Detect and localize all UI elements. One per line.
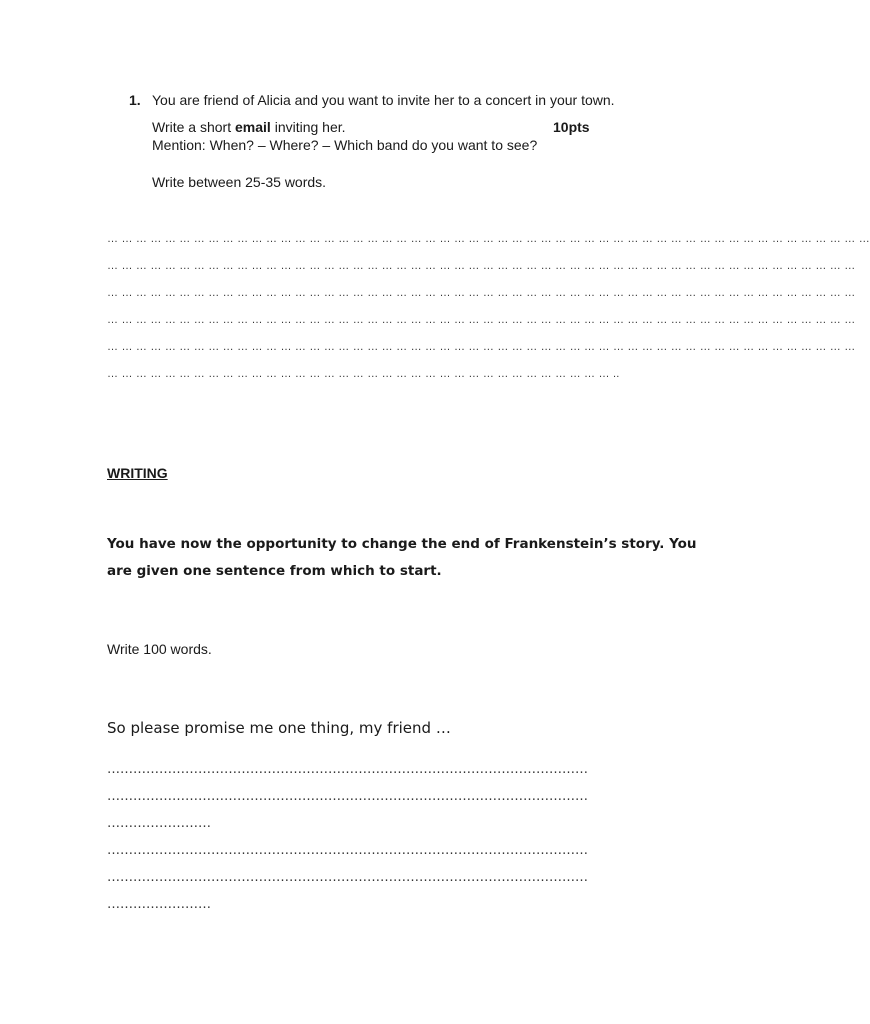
instruction-bold-email: email (235, 119, 271, 135)
starter-sentence: So please promise me one thing, my friend … (107, 719, 451, 737)
answer-line[interactable]: ………………………………………………………………………………………………… (107, 870, 588, 885)
answer-line[interactable]: … … … … … … … … … … … … … … … … … … … … … … … … … … … … … … … … … … … … … … … … … … … … … … … … … … … … … (107, 233, 870, 245)
instruction-suffix: inviting her. (270, 119, 346, 135)
answer-line[interactable]: ………………………………………………………………………………………………… (107, 843, 588, 858)
answer-line[interactable]: …………………… (107, 816, 211, 831)
answer-line[interactable]: … … … … … … … … … … … … … … … … … … … … … … … … … … … … … … … … … … … … … … … … … … … … … … … … … … … … (107, 341, 856, 353)
question-number: 1. (129, 92, 141, 108)
mention-instruction: Mention: When? – Where? – Which band do you want to see? (152, 137, 538, 153)
answer-line[interactable]: … … … … … … … … … … … … … … … … … … … … … … … … … … … … … … … … … … … … … … … … … … … … … … … … … … … … (107, 260, 856, 272)
question-text: You are friend of Alicia and you want to invite her to a concert in your town. (152, 92, 615, 108)
word-limit-instruction: Write between 25-35 words. (152, 174, 327, 190)
writing-heading: WRITING (107, 465, 168, 481)
answer-line[interactable]: … … … … … … … … … … … … … … … … … … … … … … … … … … … … … … … … … … … … … … … … … … … … … … … … … … … … (107, 287, 856, 299)
word-count-instruction: Write 100 words. (107, 641, 212, 657)
writing-prompt-line-2: are given one sentence from which to start. (107, 563, 442, 579)
answer-line[interactable]: ………………………………………………………………………………………………… (107, 789, 588, 804)
writing-prompt-line-1: You have now the opportunity to change the end of Frankenstein’s story. You (107, 536, 697, 552)
points-label: 10pts (553, 119, 590, 135)
answer-line[interactable]: … … … … … … … … … … … … … … … … … … … … … … … … … … … … … … … … … … … … … … … … … … … … … … … … … … … … (107, 314, 856, 326)
answer-line[interactable]: …………………… (107, 897, 211, 912)
email-instruction (152, 119, 346, 135)
answer-line[interactable]: ………………………………………………………………………………………………… (107, 762, 588, 777)
answer-line[interactable]: … … … … … … … … … … … … … … … … … … … … … … … … … … … … … … … … … … … .. (107, 368, 620, 380)
instruction-prefix: Write a short (152, 119, 235, 135)
